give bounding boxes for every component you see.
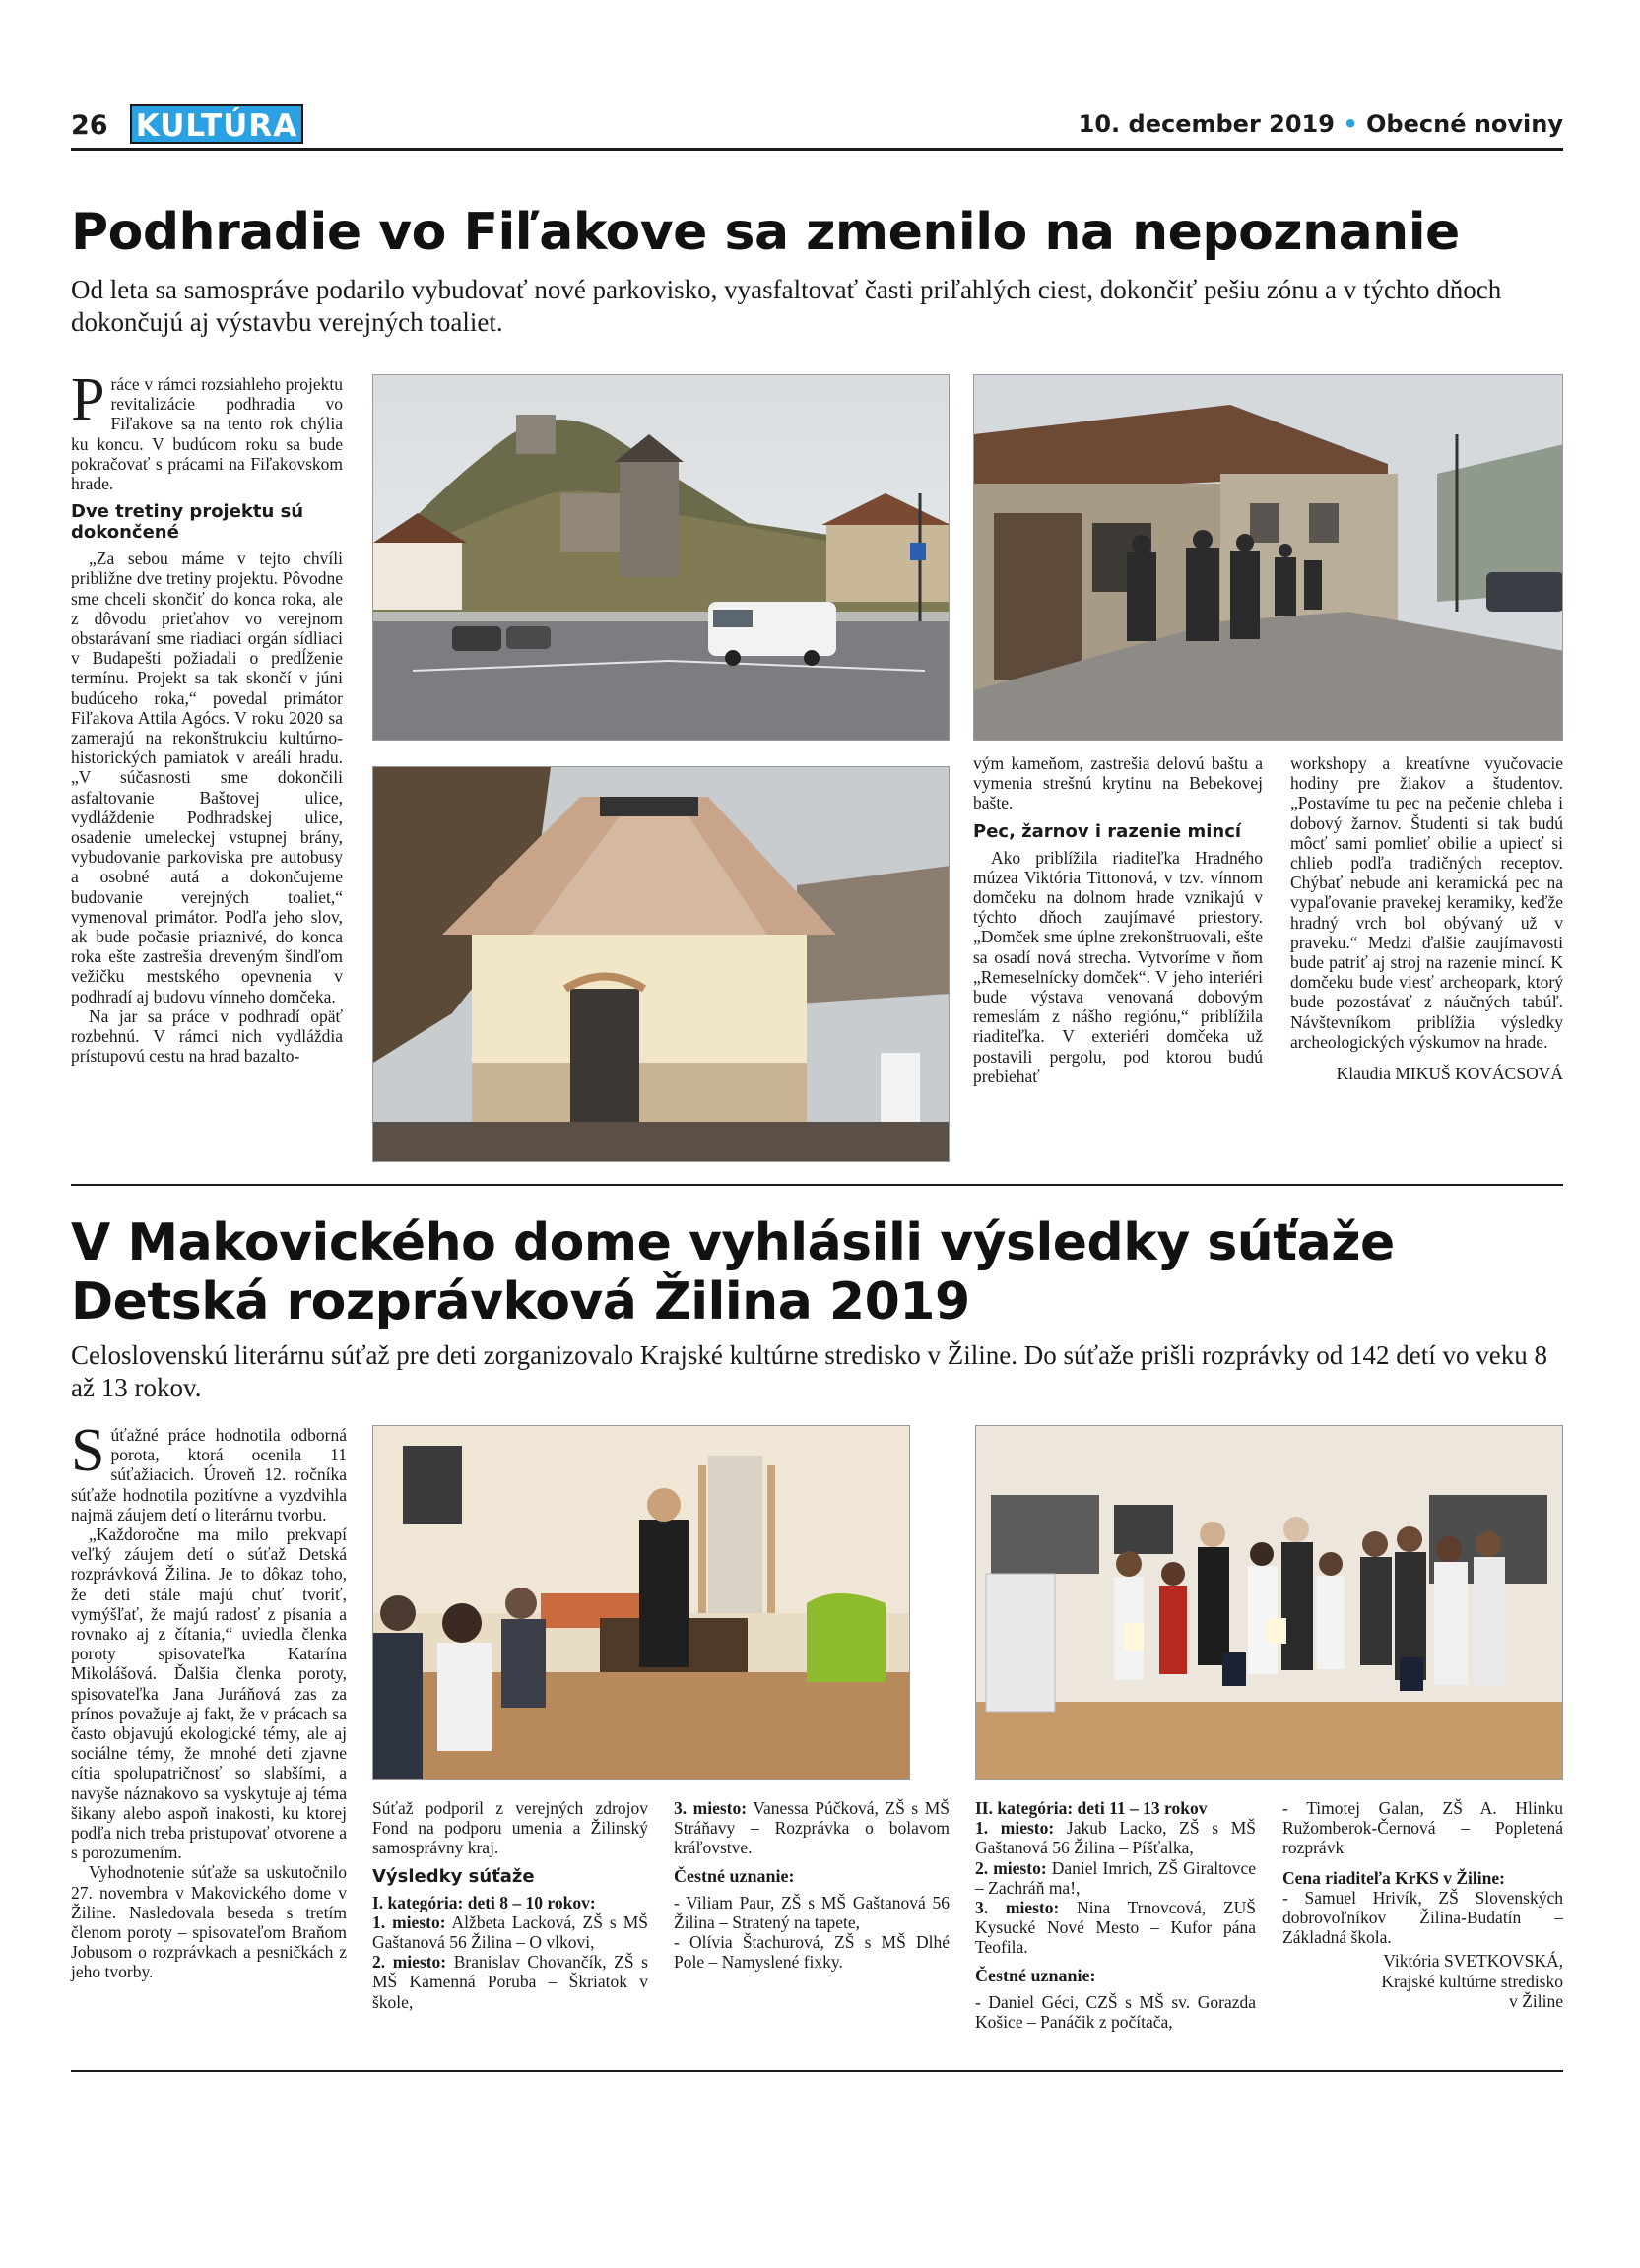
article1-byline: Klaudia MIKUŠ KOVÁCSOVÁ — [1336, 1064, 1563, 1084]
dropcap: S — [71, 1417, 105, 1484]
article2-support: Súťaž podporil z verejných zdrojov Fond na podporu umenia a Žilinský samosprávny kraj. — [372, 1798, 648, 1858]
place-label: 1. miesto: — [975, 1818, 1055, 1839]
article1-para-3: Ako priblížila riaditeľka Hradného múzea Viktória Tittonová, v tzv. vínnom domčeku na dolnom hrade vznikajú v týchto dňoch zaujímavé priestory. „Domček sme úplne zrekonštruovali, ešte sa osadí nová strecha. Vytvoríme v ňom „Remeselnícky domček“. V jeho interiéri bude výstava venovaná dobovým remeslám z nášho regiónu,“ priblížila riaditeľka. V exteriéri domčeka už postavili pergolu, pod ktorou budú prebiehať — [973, 847, 1263, 1086]
honor2-b: - Timotej Galan, ZŠ A. Hlinku Ružomberok-Černová – Popletená rozprávk — [1282, 1798, 1563, 1858]
article1-para-2: Na jar sa práce v podhradí opäť rozbehnú. V rámci nich vydláždia prístupovú cestu na hrad bazalto- — [71, 1005, 343, 1067]
place-label: 2. miesto: — [372, 1952, 447, 1973]
article2-column-3 — [674, 1798, 950, 1972]
cat2-place-3 — [975, 1898, 1256, 1958]
article2-column-2 — [372, 1798, 648, 2012]
photo-reading-event — [372, 1425, 910, 1780]
director-award: - Samuel Hrivík, ZŠ Slovenských dobrovoľníkov Žilina-Budatín – Základná škola. — [1282, 1887, 1563, 1948]
director-award-heading: Cena riaditeľa KrKS v Žiline: — [1282, 1867, 1505, 1888]
intro-text: ráce v rámci rozsiahleho projektu revitalizácie podhradia vo Fiľakove sa na tento rok chýlia ku koncu. V budúcom roku sa bude pokračovať s prácami na Fiľakovskom hrade. — [71, 374, 343, 494]
article2-title: V Makovického dome vyhlásili výsledky súťaže Detská rozprávková Žilina 2019 — [71, 1213, 1395, 1331]
article1-subhead-2: Pec, žarnov i razenie mincí — [973, 820, 1242, 842]
article1-subhead-1: Dve tretiny projektu sú dokončené — [71, 501, 304, 544]
bottom-rule — [71, 2070, 1563, 2072]
cat1-place-2-start — [372, 1952, 648, 2012]
article1-column-1 — [71, 366, 343, 1067]
article1-col3-continuation: workshopy a kreatívne vyučovacie hodiny pre žiakov a študentov. „Postavíme tu pec na pečenie chleba i dobový žarnov. Študenti si tak budú môcť sami pomlieť obilie a upiecť si chlieb podľa tradičných receptov. Chýbať nebude ani keramická pec na vypaľovanie pravekej keramiky, keďže hradný vrch bol obývaný už v praveku.“ Medzi ďalšie zaujímavosti bude patriť aj stroj na razenie mincí. K domčeku bude viesť archeopark, ktorý bude pozostávať z náučných tabúľ. Návštevníkom priblížia výsledky archeologických výskumov na hrade. — [1290, 753, 1563, 1052]
place-label: 2. miesto: — [975, 1857, 1047, 1878]
place-text: Alžbeta Lacková, ZŠ s MŠ Gaštanová 56 Žilina – O vlkovi, — [372, 1912, 648, 1953]
issue-date: 10. december 2019 — [1078, 110, 1335, 138]
article1-column-3 — [1290, 753, 1563, 1083]
place-label: 3. miesto: — [674, 1798, 748, 1818]
article2-para-2: Vyhodnotenie súťaže sa uskutočnilo 27. novembra v Makovického dome v Žiline. Nasledovala beseda s tretím členom poroty – spisovateľom Braňom Jobusom o rozprávkach a pesničkách z jeho tvorby. — [71, 1862, 347, 1982]
article2-intro — [71, 1417, 347, 1524]
category1-heading: I. kategória: deti 8 – 10 rokov: — [372, 1892, 596, 1912]
article2-lead: Celoslovenskú literárnu súťaž pre deti zorganizovalo Krajské kultúrne stredisko v Žiline. Do súťaže prišli rozprávky od 142 detí vo veku 8 až 13 rokov. — [71, 1340, 1547, 1402]
article2-column-4 — [975, 1798, 1256, 2032]
place-label: 3. miesto: — [975, 1898, 1060, 1918]
article2-column-5 — [1282, 1798, 1563, 2011]
cat2-place-2 — [975, 1858, 1256, 1898]
publication-name: Obecné noviny — [1366, 110, 1563, 138]
cat2-place-1 — [975, 1818, 1256, 1857]
header-rule — [71, 148, 1563, 151]
article1-para-1: „Za sebou máme v tejto chvíli približne dve tretiny projektu. Pôvodne sme chceli skončiť do konca roka, ale z dôvodu prieťahov vo verejnom obstarávaní sme riadiaci orgán sídliaci v Budapešti požiadali o predĺženie termínu. Projekt sa tak skončí v júni budúceho roka,“ povedal primátor Fiľakova Attila Agócs. V roku 2020 sa zamerajú na rekonštrukciu kultúrno-historických pamiatok v areáli hradu. „V súčasnosti sme dokončili asfaltovanie Baštovej ulice, vydláždenie Podhradskej ulice, osadenie umeleckej vstupnej brány, vybudovanie parkoviska pre autobusy a osobné autá a dokončujeme budovanie verejných toaliet,“ vymenoval primátor. Podľa jeho slov, ak bude počasie priaznivé, do konca roka ešte zastrešia dreveným šindľom vežičku mestského opevnenia v podhradí aj budovu vínneho domčeka. — [71, 549, 343, 1006]
photo-wine-house — [372, 766, 950, 1162]
article1-title: Podhradie vo Fiľakove sa zmenilo na nepoznanie — [71, 203, 1460, 262]
place-text: Vanessa Púčková, ZŠ s MŠ Stráňavy – Rozprávka o bolavom kráľovstve. — [674, 1798, 950, 1858]
issue-info — [1079, 110, 1563, 138]
category2-heading: II. kategória: deti 11 – 13 rokov — [975, 1798, 1208, 1818]
article2-para-1: „Každoročne ma milo prekvapí veľký záujem detí o súťaž Detská rozprávková Žilina. Je to dôkaz toho, že deti stále majú chuť tvoriť, vymýšľať, že majú radosť z písania a rovnako aj z čítania,“ uviedla členka poroty spisovateľka Katarína Mikolášová. Ďalšia členka poroty, spisovateľka Jana Juráňová zas za prínos považuje aj fakt, že v prácach sa často objavujú ekologické témy, ale aj sociálne témy, že mnohé deti zjavne cítia spolupatričnosť so slabšími, a navyše náznakovo sa vyskytuje aj téma šikany alebo aspoň inakosti, ku ktorej podľa nich treba pristupovať otvorene a s porozumením. — [71, 1524, 347, 1863]
honor-heading-2: Čestné uznanie: — [975, 1965, 1096, 1985]
place-text: Daniel Imrich, ZŠ Giraltovce – Zachráň ma!, — [975, 1857, 1257, 1898]
place-label: 1. miesto: — [372, 1912, 446, 1932]
byline-city: v Žiline — [1509, 1990, 1563, 2011]
byline-name: Viktória SVETKOVSKÁ, — [1383, 1951, 1563, 1972]
honor1-b: - Olívia Štachurová, ZŠ s MŠ Dlhé Pole – Namyslené fixky. — [674, 1932, 950, 1973]
intro-text: úťažné práce hodnotila odborná porota, ktorá ocenila 11 súťažiacich. Úroveň 12. ročníka súťaže hodnotila pozitívne a vyzdvihla najmä záujem detí o literárnu tvorbu. — [71, 1425, 347, 1524]
article2-column-1 — [71, 1417, 347, 1982]
page-number: 26 — [71, 110, 108, 141]
photo-award-winners — [975, 1425, 1563, 1780]
article-divider — [71, 1184, 1563, 1186]
article1-column-2 — [973, 753, 1263, 1086]
article2-byline — [1282, 1951, 1563, 2011]
place-text: Jakub Lacko, ZŠ s MŠ Gaštanová 56 Žilina – Píšťalka, — [975, 1818, 1256, 1858]
byline-org: Krajské kultúrne stredisko — [1381, 1971, 1563, 1991]
cat1-place-3 — [674, 1798, 950, 1858]
article1-lead: Od leta sa samospráve podarilo vybudovať nové parkovisko, vyasfaltovať časti priľahlých ciest, dokončiť pešiu zónu a v týchto dňoch dokončujú aj výstavbu verejných toaliet. — [71, 275, 1502, 337]
article1-col2-continuation: vým kameňom, zastrešia delovú baštu a vymenia strešnú krytinu na Bebekovej bašte. — [973, 753, 1263, 813]
cat1-place-1 — [372, 1912, 648, 1952]
place-text: Nina Trnovcová, ZUŠ Kysucké Nové Mesto – Kufor pána Teofila. — [975, 1898, 1256, 1958]
dropcap: P — [71, 366, 105, 433]
place-text: Branislav Chovančík, ZŠ s MŠ Kamenná Poruba – Škriatok v škole, — [372, 1952, 648, 2012]
photo-castle-parking — [372, 374, 950, 741]
honor-heading-1: Čestné uznanie: — [674, 1865, 795, 1886]
article1-intro — [71, 366, 343, 494]
photo-street-visitors — [973, 374, 1563, 741]
results-heading: Výsledky súťaže — [372, 1865, 535, 1887]
separator-dot: • — [1343, 110, 1358, 138]
section-badge: KULTÚRA — [130, 104, 303, 144]
honor1-a: - Viliam Paur, ZŠ s MŠ Gaštanová 56 Žilina – Stratený na tapete, — [674, 1892, 950, 1932]
honor2-a: - Daniel Géci, CZŠ s MŠ sv. Gorazda Košice – Panáčik z počítača, — [975, 1991, 1256, 2032]
